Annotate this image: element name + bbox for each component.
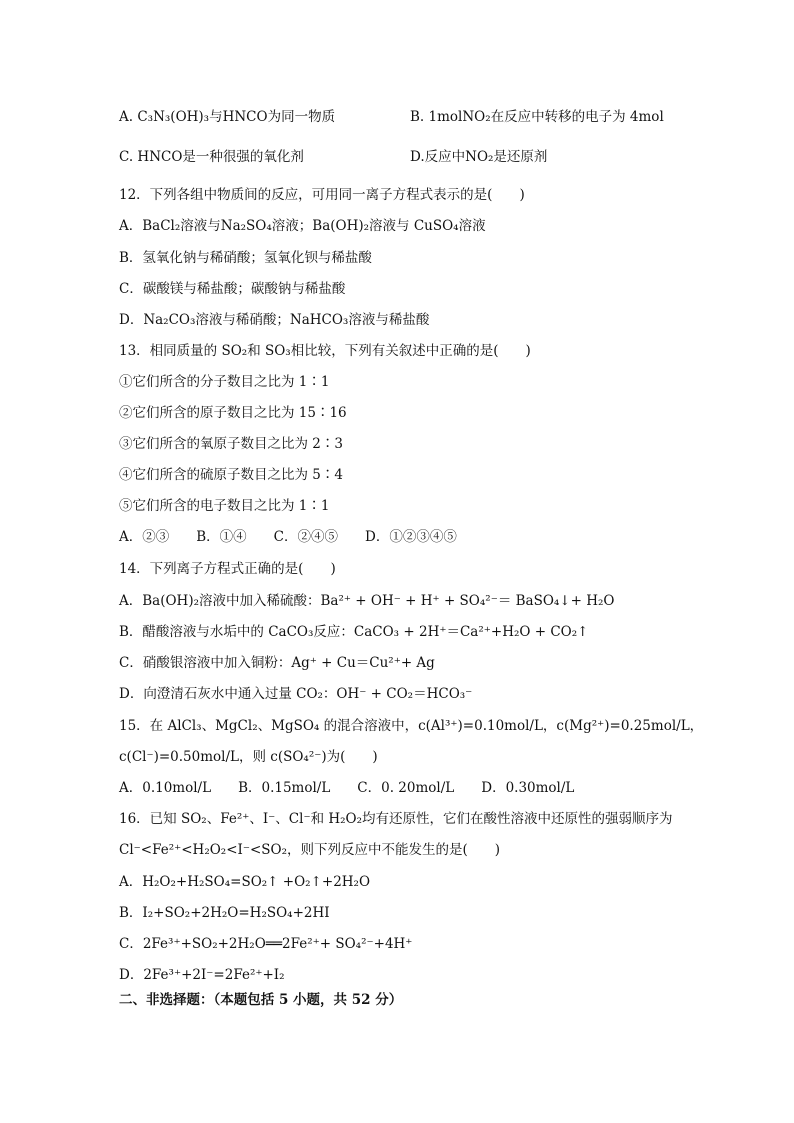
option-16c: C．2Fe³⁺+SO₂+2H₂O══2Fe²⁺+ SO₄²⁻+4H⁺: [119, 936, 413, 952]
options-15: A．0.10mol/L B．0.15mol/L C．0. 20mol/L D．0.30mol/L: [119, 780, 575, 796]
option-11a: A. C₃N₃(OH)₃与HNCO为同一物质: [119, 109, 336, 125]
option-14a: A．Ba(OH)₂溶液中加入稀硫酸：Ba²⁺ + OH⁻ + H⁺ + SO₄²⁻＝ BaSO₄↓+ H₂O: [119, 593, 615, 609]
option-11d: D.反应中NO₂是还原剂: [410, 149, 548, 165]
option-12c: C．碳酸镁与稀盐酸；碳酸钠与稀盐酸: [119, 281, 346, 297]
option-11b: B. 1molNO₂在反应中转移的电子为 4mol: [410, 109, 664, 125]
option-14b: B．醋酸溶液与水垢中的 CaCO₃反应：CaCO₃ + 2H⁺＝Ca²⁺+H₂O + CO₂↑: [119, 624, 589, 640]
option-16a: A．H₂O₂+H₂SO₄=SO₂↑ +O₂↑+2H₂O: [119, 874, 371, 890]
option-14d: D．向澄清石灰水中通入过量 CO₂：OH⁻ + CO₂＝HCO₃⁻: [119, 686, 473, 702]
section-heading: 二、非选择题：（本题包括 5 小题，共 52 分）: [119, 992, 403, 1008]
statement-13-1: ①它们所含的分子数目之比为 1∶1: [119, 374, 330, 390]
option-12d: D．Na₂CO₃溶液与稀硝酸；NaHCO₃溶液与稀盐酸: [119, 312, 430, 328]
statement-13-5: ⑤它们所含的电子数目之比为 1∶1: [119, 498, 330, 514]
statement-13-3: ③它们所含的氧原子数目之比为 2∶3: [119, 436, 343, 452]
question-16: 16．已知 SO₂、Fe²⁺、I⁻、Cl⁻和 H₂O₂均有还原性，它们在酸性溶液中还原性的强弱顺序为: [119, 811, 673, 827]
option-14c: C．硝酸银溶液中加入铜粉：Ag⁺ + Cu＝Cu²⁺+ Ag: [119, 655, 435, 671]
option-16b: B．I₂+SO₂+2H₂O=H₂SO₄+2HI: [119, 905, 330, 921]
question-14: 14．下列离子方程式正确的是( ): [119, 561, 336, 577]
statement-13-4: ④它们所含的硫原子数目之比为 5∶4: [119, 467, 343, 483]
question-15: 15．在 AlCl₃、MgCl₂、MgSO₄ 的混合溶液中，c(Al³⁺)=0.10mol/L，c(Mg²⁺)=0.25mol/L，: [119, 718, 704, 734]
option-16d: D．2Fe³⁺+2I⁻=2Fe²⁺+I₂: [119, 967, 285, 983]
question-16-cont: Cl⁻<Fe²⁺<H₂O₂<I⁻<SO₂，则下列反应中不能发生的是( ): [119, 842, 501, 858]
question-15-cont: c(Cl⁻)=0.50mol/L，则 c(SO₄²⁻)为( ): [119, 749, 378, 765]
question-12: 12．下列各组中物质间的反应，可用同一离子方程式表示的是( ): [119, 187, 525, 203]
options-13: A．②③ B．①④ C．②④⑤ D．①②③④⑤: [119, 529, 457, 545]
statement-13-2: ②它们所含的原子数目之比为 15∶16: [119, 405, 347, 421]
question-13: 13．相同质量的 SO₂和 SO₃相比较，下列有关叙述中正确的是( ): [119, 343, 531, 359]
option-11c: C. HNCO是一种很强的氧化剂: [119, 149, 304, 165]
option-12b: B．氢氧化钠与稀硝酸；氢氧化钡与稀盐酸: [119, 250, 372, 266]
option-12a: A．BaCl₂溶液与Na₂SO₄溶液；Ba(OH)₂溶液与 CuSO₄溶液: [119, 218, 486, 234]
